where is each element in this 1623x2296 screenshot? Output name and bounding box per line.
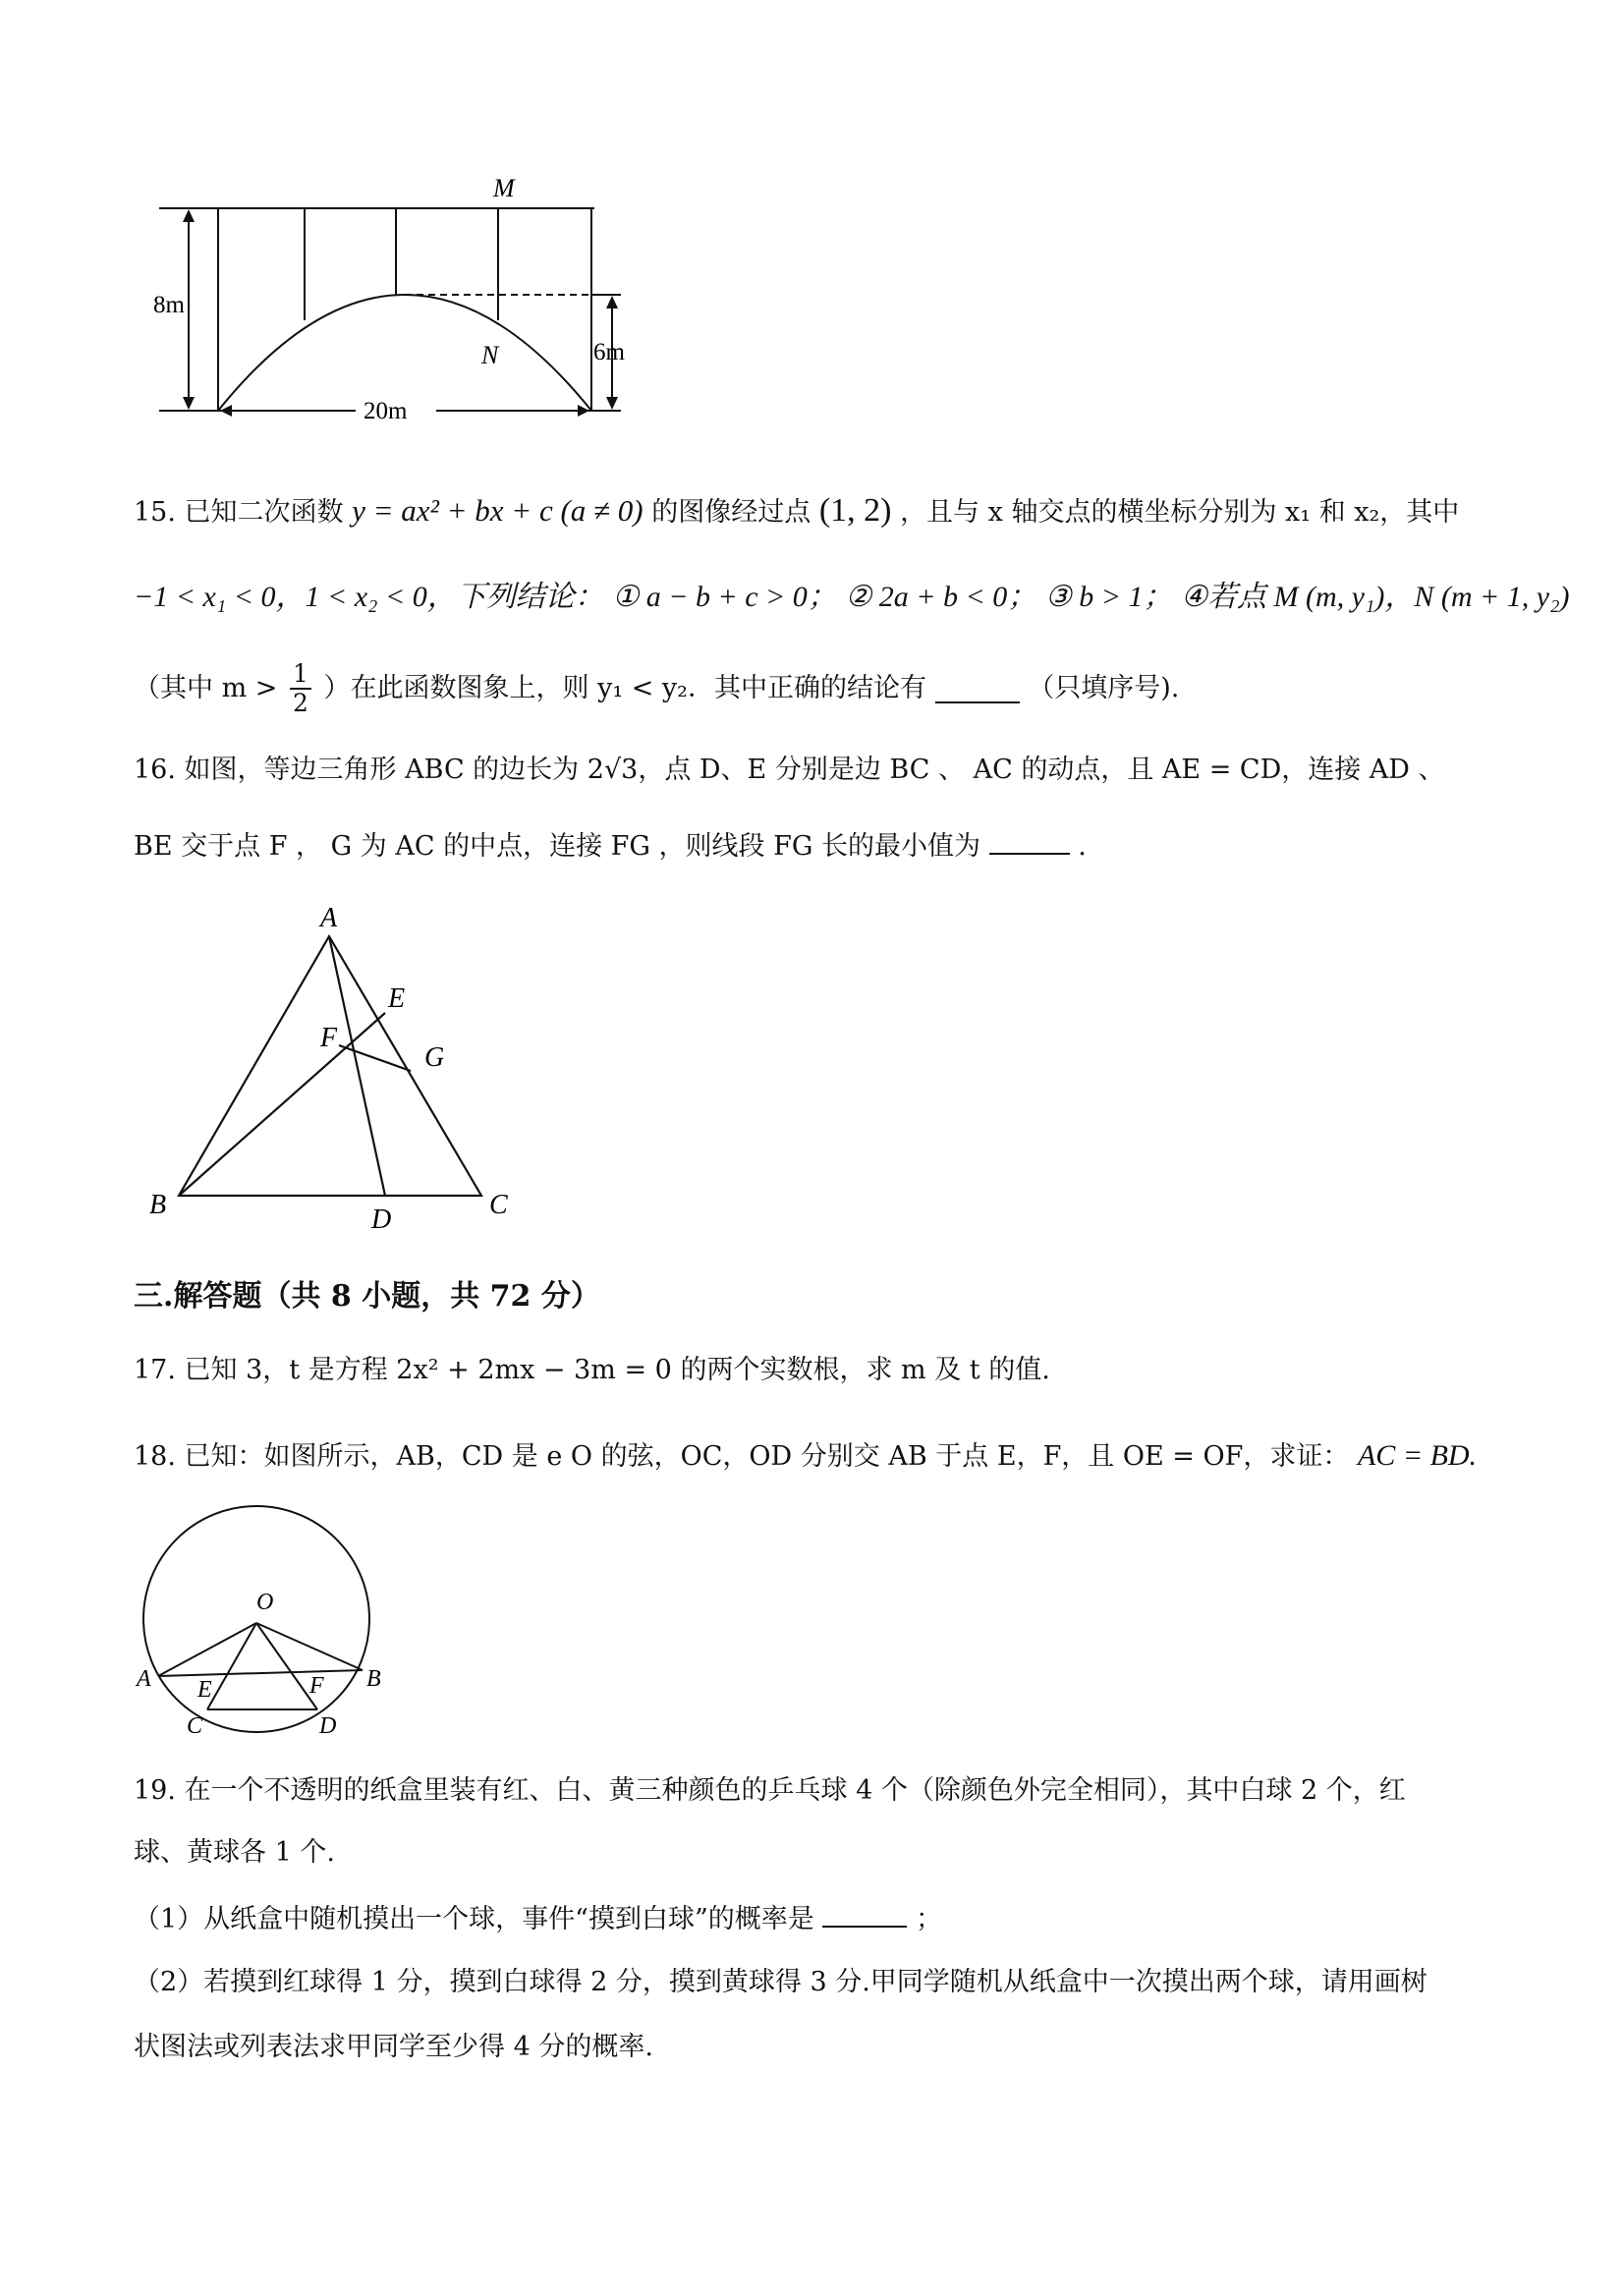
q16-answer-blank[interactable] xyxy=(989,825,1070,855)
q15-conclusion-2: ② 2a + b < 0； xyxy=(845,581,1037,613)
circle-figure xyxy=(133,1493,418,1749)
label-B: B xyxy=(366,1666,381,1692)
section-3-title: 三.解答题（共 8 小题，共 72 分） xyxy=(134,1279,600,1314)
label-E: E xyxy=(388,983,406,1014)
q15-conclusion-1: ① a − b + c > 0； xyxy=(612,581,837,613)
label-G: G xyxy=(424,1042,445,1073)
q19-part1-end: ； xyxy=(915,1904,942,1934)
label-D: D xyxy=(319,1713,337,1739)
q15-l3-post: ）在此函数图象上，则 y₁ < y₂．其中正确的结论有 xyxy=(323,673,927,703)
label-C: C xyxy=(489,1190,508,1220)
label-F: F xyxy=(320,1023,338,1053)
q15-answer-blank[interactable] xyxy=(935,674,1020,703)
label-A: A xyxy=(320,903,338,933)
label-E: E xyxy=(197,1677,212,1703)
label-M: M xyxy=(493,174,515,202)
q17-text: 17. 已知 3，t 是方程 2x² + 2mx − 3m = 0 的两个实数根，求 m 及 t 的值. xyxy=(134,1355,1050,1385)
q16-text-2: BE 交于点 F ， G 为 AC 的中点，连接 FG ，则线段 FG 长的最小值为 xyxy=(134,831,981,862)
bridge-figure xyxy=(147,167,639,432)
q15-conclusion-4: ④若点 M (m, y₁)，N (m + 1, y₂) xyxy=(1181,581,1570,613)
label-N: N xyxy=(481,341,499,369)
q19-part2-line1 xyxy=(134,1963,1427,2002)
q16-line1 xyxy=(134,751,1445,790)
q15-function: y = ax² + bx + c (a ≠ 0) xyxy=(352,493,644,528)
q16-text-1: 16. 如图，等边三角形 ABC 的边长为 2√3，点 D、E 分别是边 BC 、 AC 的动点，且 AE = CD，连接 AD 、 xyxy=(134,755,1445,785)
q15-l3-end: （只填序号). xyxy=(1028,673,1180,703)
q15-l1-post: ，且与 x 轴交点的横坐标分别为 x₁ 和 x₂，其中 xyxy=(900,497,1460,528)
q18-text: 18. 已知：如图所示，AB，CD 是 e O 的弦，OC，OD 分别交 AB 于点 E，F，且 OE = OF，求证： xyxy=(134,1441,1350,1472)
q19-part2-text-2: 状图法或列表法求甲同学至少得 4 分的概率. xyxy=(134,2032,653,2062)
q15-line3 xyxy=(134,660,1179,723)
label-6m: 6m xyxy=(593,339,625,365)
label-A: A xyxy=(137,1666,151,1692)
label-O: O xyxy=(256,1590,274,1615)
q19-line2 xyxy=(134,1833,335,1873)
q17-line xyxy=(134,1351,1050,1390)
q15-point: (1, 2) xyxy=(818,492,892,529)
q19-part2-line2 xyxy=(134,2028,653,2067)
q19-part2-text-1: （2）若摸到红球得 1 分，摸到白球得 2 分，摸到黄球得 3 分.甲同学随机从纸盒中一次摸出两个球，请用画树 xyxy=(134,1967,1427,1997)
triangle-figure xyxy=(138,889,531,1243)
q19-text-1: 19. 在一个不透明的纸盒里装有红、白、黄三种颜色的乒乓球 4 个（除颜色外完全相同），其中白球 2 个，红 xyxy=(134,1775,1406,1806)
label-F: F xyxy=(309,1673,324,1699)
q15-line2 xyxy=(134,578,1570,618)
q15-l1-mid: 的图像经过点 xyxy=(651,497,812,528)
label-8m: 8m xyxy=(153,292,185,318)
label-20m: 20m xyxy=(364,398,408,424)
q19-part1-text: （1）从纸盒中随机摸出一个球，事件“摸到白球”的概率是 xyxy=(134,1904,814,1934)
label-B: B xyxy=(149,1190,167,1220)
q15-conclusion-3: ③ b > 1； xyxy=(1044,581,1173,613)
q15-conditions: −1 < x₁ < 0，1 < x₂ < 0，下列结论： xyxy=(134,581,604,613)
q19-line1 xyxy=(134,1771,1406,1811)
q15-fraction-den: 2 xyxy=(292,689,308,717)
q19-text-2: 球、黄球各 1 个. xyxy=(134,1837,335,1868)
q15-fraction-num: 1 xyxy=(290,660,311,690)
q19-part1 xyxy=(134,1898,942,1939)
q15-l1-pre: 15. 已知二次函数 xyxy=(134,497,344,528)
section-3-heading xyxy=(134,1277,600,1316)
q15-fraction xyxy=(290,660,311,717)
q15-line1 xyxy=(134,491,1459,532)
label-D: D xyxy=(371,1204,392,1235)
q18-claim: AC = BD. xyxy=(1357,1439,1478,1472)
q18-line xyxy=(134,1436,1477,1477)
q15-l3-pre: （其中 m > xyxy=(134,673,278,703)
q16-line2 xyxy=(134,825,1087,867)
q16-text-2-end: . xyxy=(1078,831,1087,862)
label-C: C xyxy=(187,1713,203,1739)
q19-answer-blank[interactable] xyxy=(822,1898,907,1928)
